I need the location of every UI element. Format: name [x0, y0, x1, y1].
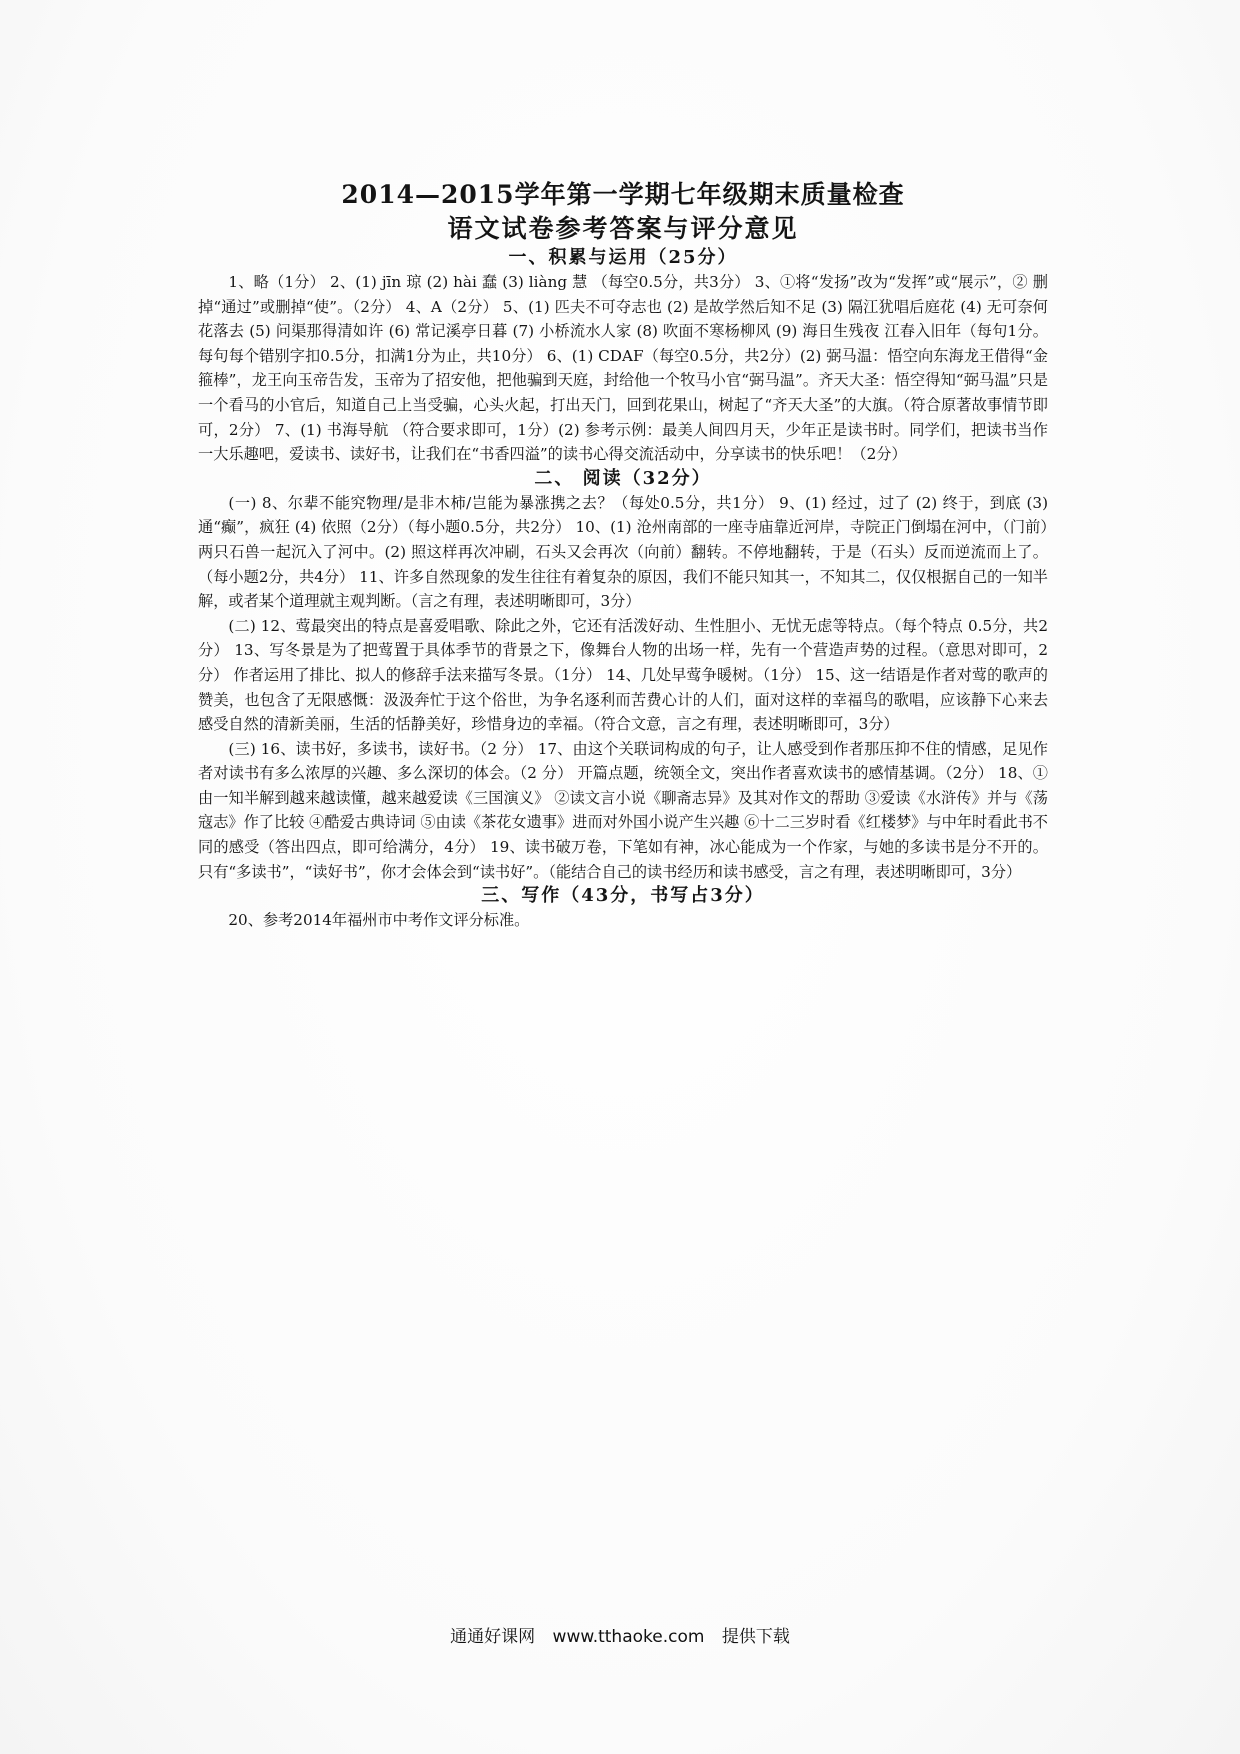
section-paragraph: (二) 12、莺最突出的特点是喜爱唱歌、除此之外，它还有活泼好动、生性胆小、无忧无虑等特点。（每个特点 0.5分，共2分） 13、写冬景是为了把莺置于具体季节的背景之下，像舞台人物的出场一样，先有一个营造声势的过程。（意思对即可，2 分） 作者运用了排比、拟人的修辞手法来描写冬景。（1分） 14、几处早莺争暖树。（1分） 15、这一结语是作者对莺的歌声的赞美，也包含了无限感慨：汲汲奔忙于这个俗世，为争名逐利而苦费心计的人们，面对这样的幸福鸟的歌唱，应该静下心来去感受自然的清新美丽，生活的恬静美好，珍惜身边的幸福。（符合文意，言之有理，表述明晰即可，3分）	[198, 616, 1048, 734]
section-heading-reading: 二、 阅读（32分）	[534, 467, 712, 489]
document-subtitle: 语文试卷参考答案与评分意见	[447, 214, 799, 243]
document-title: 2014—2015学年第一学期七年级期末质量检查	[341, 180, 905, 209]
page-footer	[0, 1622, 1240, 1647]
footer-download-text: 提供下载	[721, 1627, 790, 1647]
footer-site-name: 通通好课网	[450, 1627, 536, 1647]
section-paragraph: (三) 16、读书好，多读书，读好书。（2 分） 17、由这个关联词构成的句子，让人感受到作者那压抑不住的情感，足见作者对读书有多么浓厚的兴趣、多么深切的体会。（2 分） 开篇点题，统领全文，突出作者喜欢读书的感情基调。（2分） 18、①由一知半解到越来越读懂，越来越爱读《三国演义》 ②读文言小说《聊斋志异》及其对作文的帮助 ③爱读《水浒传》并与《荡寇志》作了比较 ④酷爱古典诗词 ⑤由读《茶花女遗事》进而对外国小说产生兴趣 ⑥十二三岁时看《红楼梦》与中年时看此书不同的感受（答出四点，即可给满分，4分） 19、读书破万卷，下笔如有神，冰心能成为一个作家，与她的多读书是分不开的。只有“多读书”，“读好书”，你才会体会到“读书好”。（能结合自己的读书经历和读书感受，言之有理，表述明晰即可，3分）	[198, 739, 1048, 881]
section-heading-writing: 三、写作（43分，书写占3分）	[481, 885, 765, 907]
section-paragraph: 1、略（1分） 2、(1) jīn 琼 (2) hài 蠢 (3) liàng 慧 （每空0.5分，共3分） 3、①将“发扬”改为“发挥”或“展示”，② 删掉“通过”或删掉“使”。（2分） 4、A（2分） 5、(1) 匹夫不可夺志也 (2) 是故学然后知不足 (3) 隔江犹唱后庭花 (4) 无可奈何花落去 (5) 问渠那得清如许 (6) 常记溪亭日暮 (7) 小桥流水人家 (8) 吹面不寒杨柳风 (9) 海日生残夜 江春入旧年（每句1分。每句每个错别字扣0.5分，扣满1分为止，共10分） 6、(1) CDAF（每空0.5分，共2分）(2) 弼马温：悟空向东海龙王借得“金箍棒”，龙王向玉帝告发，玉帝为了招安他，把他骗到天庭，封给他一个牧马小官“弼马温”。齐天大圣：悟空得知“弼马温”只是一个看马的小官后，知道自己上当受骗，心头火起，打出天门，回到花果山，树起了“齐天大圣”的大旗。（符合原著故事情节即可，2分） 7、(1) 书海导航 （符合要求即可，1分）(2) 参考示例：最美人间四月天，少年正是读书时。同学们，把读书当作一大乐趣吧，爱读书、读好书，让我们在“书香四溢”的读书心得交流活动中，分享读书的快乐吧！（2分）	[198, 273, 1048, 464]
answer-sheet	[198, 178, 1048, 933]
section-paragraph: (一) 8、尔辈不能究物理/是非木柿/岂能为暴涨携之去？（每处0.5分，共1分） 9、(1) 经过，过了 (2) 终于，到底 (3) 通“癫”，疯狂 (4) 依照（2分）（每小题0.5分，共2分） 10、(1) 沧州南部的一座寺庙靠近河岸，寺院正门倒塌在河中，（门前）两只石兽一起沉入了河中。(2) 照这样再次冲刷，石头又会再次（向前）翻转。不停地翻转，于是（石头）反而逆流而上了。（每小题2分，共4分） 11、许多自然现象的发生往往有着复杂的原因，我们不能只知其一，不知其二，仅仅根据自己的一知半解，或者某个道理就主观判断。（言之有理，表述明晰即可，3分）	[198, 493, 1048, 611]
section-paragraph: 20、参考2014年福州市中考作文评分标准。	[228, 911, 530, 930]
footer-url-link[interactable]: www.tthaoke.com	[552, 1627, 705, 1647]
section-heading-accumulation: 一、积累与运用（25分）	[508, 247, 738, 268]
